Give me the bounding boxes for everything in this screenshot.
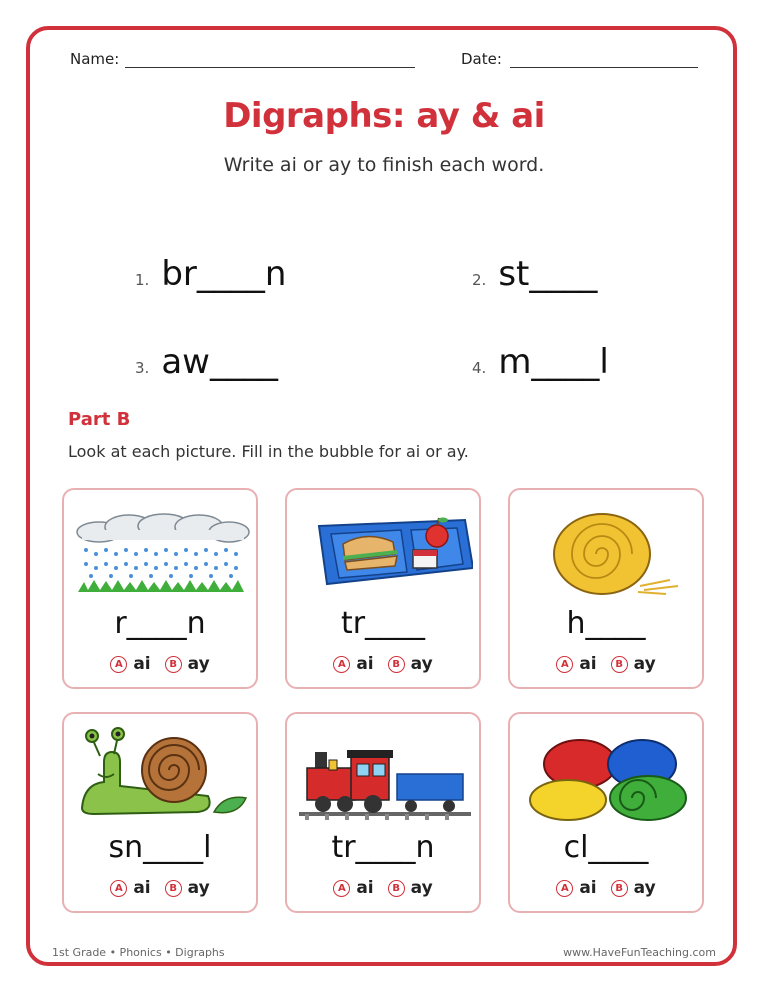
question-4[interactable]: [472, 342, 609, 382]
option-label: ay: [410, 878, 433, 898]
footer-breadcrumb: 1st Grade • Phonics • Digraphs: [52, 946, 225, 959]
bubble-b[interactable]: B: [611, 880, 628, 897]
footer-website-link[interactable]: www.HaveFunTeaching.com: [563, 946, 716, 959]
question-2[interactable]: [472, 254, 597, 294]
card-word: h____: [566, 606, 646, 641]
rain-icon: [74, 502, 250, 598]
option-label: ai: [579, 878, 597, 898]
bubble-a[interactable]: A: [556, 880, 573, 897]
bubble-a[interactable]: A: [110, 656, 127, 673]
card-word: tr____n: [331, 830, 435, 865]
question-number: 2.: [472, 271, 487, 289]
answer-options: [510, 654, 702, 674]
option-b[interactable]: [388, 654, 433, 674]
picture-card-snail: [62, 712, 258, 913]
option-a[interactable]: [110, 654, 150, 674]
option-label: ay: [633, 654, 656, 674]
question-word: aw____: [161, 342, 278, 382]
option-a[interactable]: [333, 878, 373, 898]
lunch-tray-icon: [297, 502, 473, 598]
answer-options: [287, 654, 479, 674]
option-b[interactable]: [611, 878, 656, 898]
bubble-b[interactable]: B: [165, 656, 182, 673]
question-word: st____: [498, 254, 598, 294]
option-label: ay: [410, 654, 433, 674]
part-b-instructions: Look at each picture. Fill in the bubble for ai or ay.: [68, 442, 469, 461]
option-a[interactable]: [556, 654, 596, 674]
answer-options: [287, 878, 479, 898]
option-label: ai: [133, 878, 151, 898]
option-label: ai: [356, 654, 374, 674]
name-field[interactable]: [125, 67, 415, 68]
question-word: m____l: [498, 342, 609, 382]
option-label: ay: [187, 654, 210, 674]
option-label: ai: [356, 878, 374, 898]
answer-options: [510, 878, 702, 898]
bubble-b[interactable]: B: [388, 656, 405, 673]
picture-card-hay: [508, 488, 704, 689]
card-word: tr____: [340, 606, 426, 641]
card-word: r____n: [114, 606, 206, 641]
bubble-a[interactable]: A: [556, 656, 573, 673]
bubble-b[interactable]: B: [611, 656, 628, 673]
instructions: Write ai or ay to finish each word.: [223, 154, 545, 176]
card-word: cl____: [563, 830, 649, 865]
question-number: 4.: [472, 359, 487, 377]
question-1[interactable]: [135, 254, 286, 294]
name-label: Name:: [70, 50, 120, 68]
question-number: 1.: [135, 271, 150, 289]
date-label: Date:: [461, 50, 502, 68]
option-label: ai: [579, 654, 597, 674]
option-label: ai: [133, 654, 151, 674]
answer-options: [64, 878, 256, 898]
option-b[interactable]: [165, 654, 210, 674]
option-label: ay: [633, 878, 656, 898]
bubble-b[interactable]: B: [165, 880, 182, 897]
option-b[interactable]: [388, 878, 433, 898]
card-word: sn____l: [108, 830, 212, 865]
hay-bale-icon: [520, 502, 696, 598]
picture-card-rain: [62, 488, 258, 689]
part-b-heading: Part B: [68, 409, 131, 430]
clay-icon: [520, 726, 696, 822]
bubble-a[interactable]: A: [333, 656, 350, 673]
option-b[interactable]: [165, 878, 210, 898]
option-a[interactable]: [110, 878, 150, 898]
option-label: ay: [187, 878, 210, 898]
option-a[interactable]: [556, 878, 596, 898]
snail-icon: [74, 726, 250, 822]
option-b[interactable]: [611, 654, 656, 674]
question-word: br____n: [161, 254, 287, 294]
picture-card-clay: [508, 712, 704, 913]
question-number: 3.: [135, 359, 150, 377]
picture-card-tray: [285, 488, 481, 689]
answer-options: [64, 654, 256, 674]
bubble-a[interactable]: A: [110, 880, 127, 897]
train-icon: [297, 726, 473, 822]
question-3[interactable]: [135, 342, 278, 382]
option-a[interactable]: [333, 654, 373, 674]
date-field[interactable]: [510, 67, 698, 68]
page-title: Digraphs: ay & ai: [223, 96, 545, 136]
bubble-a[interactable]: A: [333, 880, 350, 897]
bubble-b[interactable]: B: [388, 880, 405, 897]
picture-card-train: [285, 712, 481, 913]
